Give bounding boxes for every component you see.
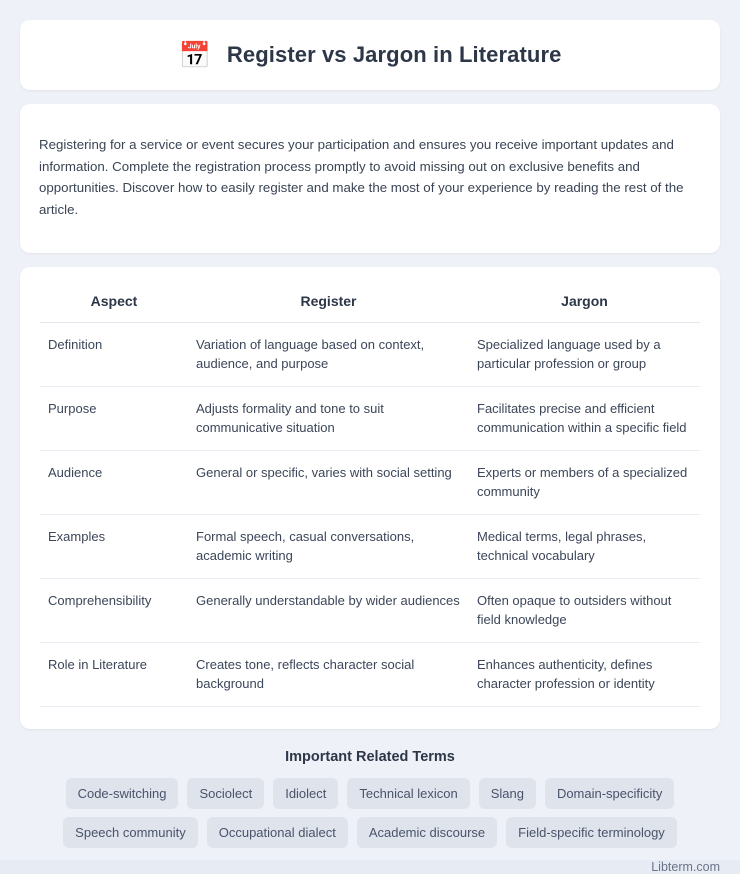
related-terms-row xyxy=(63,817,677,848)
cell-aspect: Definition xyxy=(40,322,188,386)
cell-aspect: Examples xyxy=(40,514,188,578)
cell-register: Formal speech, casual conversations, academic writing xyxy=(188,514,469,578)
term-chip[interactable]: Field-specific terminology xyxy=(506,817,677,848)
column-header-register: Register xyxy=(188,283,469,323)
intro-card xyxy=(20,104,720,253)
cell-register: Creates tone, reflects character social background xyxy=(188,642,469,706)
term-chip[interactable]: Sociolect xyxy=(187,778,264,809)
term-chip[interactable]: Technical lexicon xyxy=(347,778,469,809)
footer-bar xyxy=(0,860,740,874)
column-header-aspect: Aspect xyxy=(40,283,188,323)
cell-jargon: Medical terms, legal phrases, technical vocabulary xyxy=(469,514,700,578)
related-terms-row xyxy=(66,778,675,809)
page-title: Register vs Jargon in Literature xyxy=(226,42,562,67)
table-row xyxy=(40,514,700,578)
cell-aspect: Purpose xyxy=(40,386,188,450)
comparison-table-card xyxy=(20,267,720,729)
cell-aspect: Role in Literature xyxy=(40,642,188,706)
comparison-table xyxy=(40,283,700,707)
cell-aspect: Comprehensibility xyxy=(40,578,188,642)
term-chip[interactable]: Slang xyxy=(479,778,536,809)
header-card xyxy=(20,20,720,90)
footer-site-name: Libterm.com xyxy=(651,859,720,874)
related-terms-section xyxy=(20,739,720,854)
table-row xyxy=(40,322,700,386)
term-chip[interactable]: Code-switching xyxy=(66,778,179,809)
cell-register: Variation of language based on context, audience, and purpose xyxy=(188,322,469,386)
term-chip[interactable]: Academic discourse xyxy=(357,817,497,848)
term-chip[interactable]: Domain-specificity xyxy=(545,778,674,809)
calendar-icon: 📅 xyxy=(178,40,211,70)
cell-jargon: Specialized language used by a particular profession or group xyxy=(469,322,700,386)
cell-jargon: Enhances authenticity, defines character profession or identity xyxy=(469,642,700,706)
term-chip[interactable]: Occupational dialect xyxy=(207,817,348,848)
table-row xyxy=(40,578,700,642)
cell-jargon: Experts or members of a specialized community xyxy=(469,450,700,514)
cell-register: Generally understandable by wider audiences xyxy=(188,578,469,642)
table-row xyxy=(40,450,700,514)
term-chip[interactable]: Idiolect xyxy=(273,778,338,809)
cell-jargon: Facilitates precise and efficient communication within a specific field xyxy=(469,386,700,450)
cell-aspect: Audience xyxy=(40,450,188,514)
cell-jargon: Often opaque to outsiders without field knowledge xyxy=(469,578,700,642)
column-header-jargon: Jargon xyxy=(469,283,700,323)
related-terms-title: Important Related Terms xyxy=(285,748,455,765)
table-row xyxy=(40,642,700,706)
cell-register: General or specific, varies with social setting xyxy=(188,450,469,514)
table-row xyxy=(40,386,700,450)
term-chip[interactable]: Speech community xyxy=(63,817,198,848)
intro-text: Registering for a service or event secures your participation and ensures you receive important updates and information. Complete the registration process promptly to avoid missing out on exclusive benefits and opportunities. Discover how to easily register and make the most of your experience by reading the rest of the article. xyxy=(39,137,684,217)
cell-register: Adjusts formality and tone to suit communicative situation xyxy=(188,386,469,450)
table-header-row xyxy=(40,283,700,323)
related-terms-list xyxy=(40,778,700,848)
